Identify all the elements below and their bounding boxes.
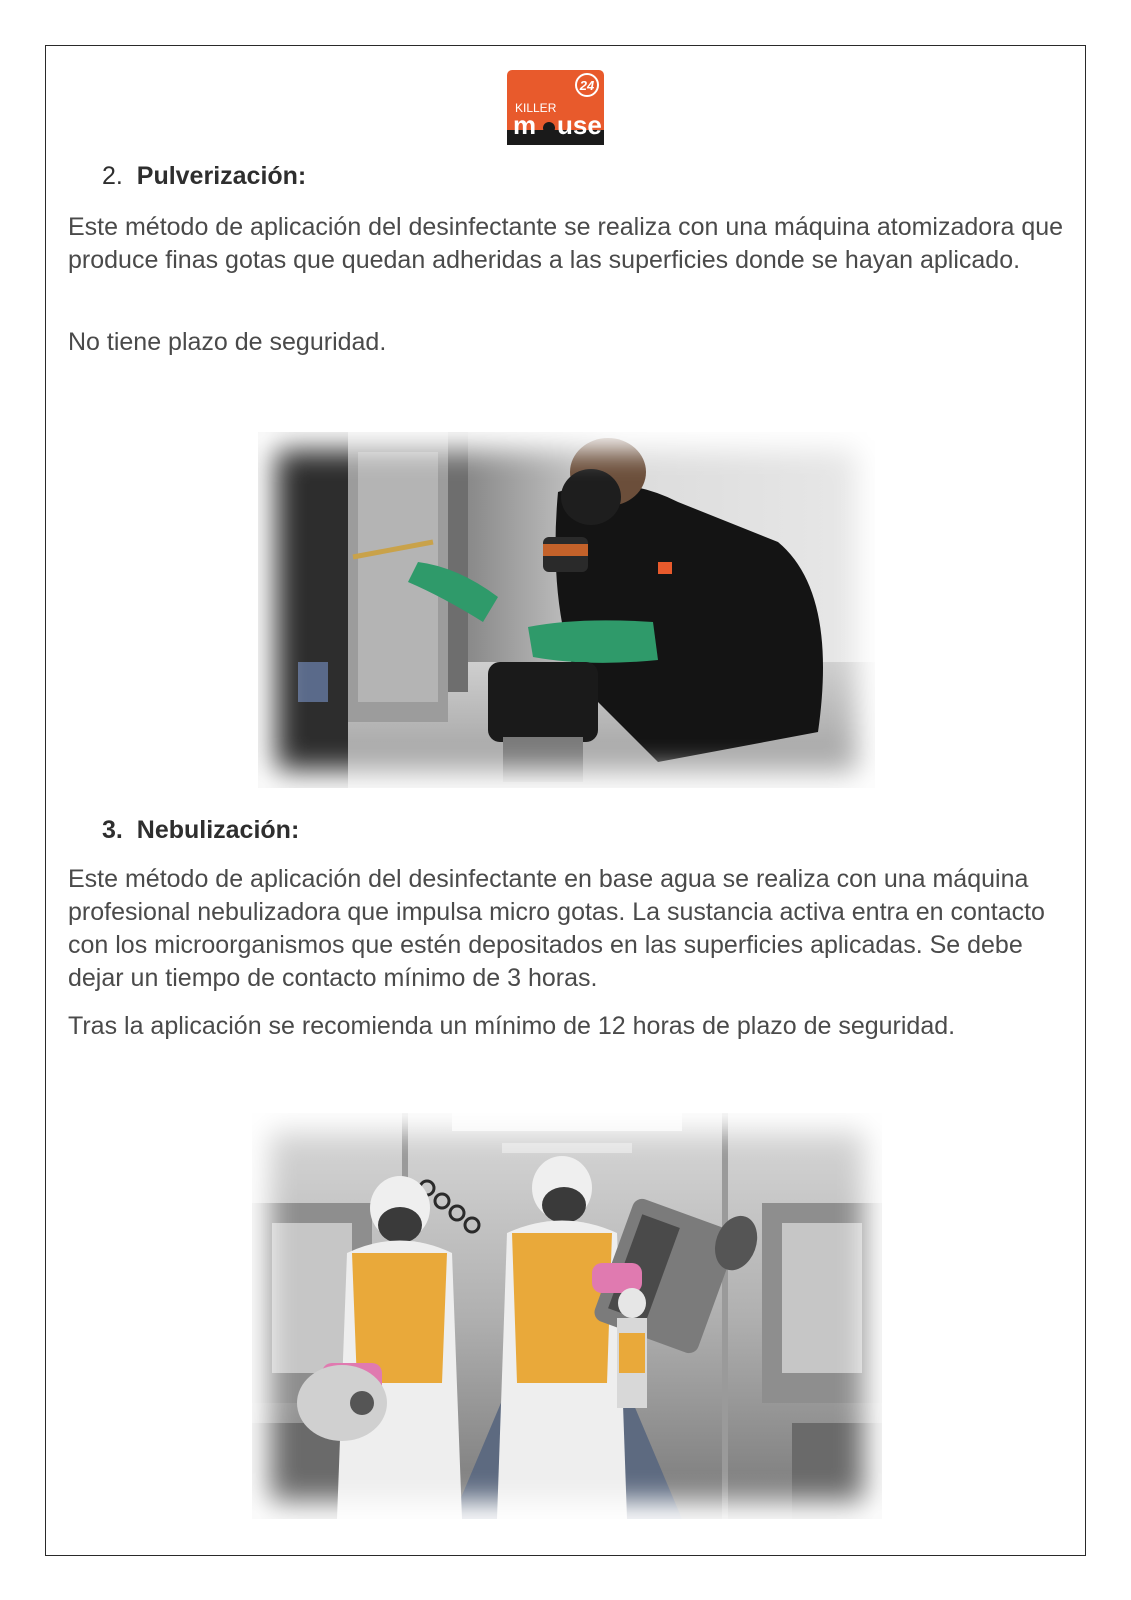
section-2-title: Pulverización: [136, 162, 307, 190]
svg-text:use: use [557, 110, 602, 140]
killer-mouse-logo [507, 70, 604, 145]
section-3-paragraph-1: Este método de aplicación del desinfectante en base agua se realiza con una máquina profesional nebulizadora que impulsa micro gotas. La sustancia activa entra en contacto con los microorganismos que estén depositados en las superficies aplicadas. Se debe dejar un tiempo de contacto mínimo de 3 horas. [68, 865, 1045, 992]
section-3-title: Nebulización: [136, 816, 300, 844]
section-3-heading [102, 816, 299, 845]
svg-text:m: m [513, 110, 537, 140]
svg-text:KILLER: KILLER [515, 101, 557, 115]
section-2-paragraph-1: Este método de aplicación del desinfectante se realiza con una máquina atomizadora que produce finas gotas que quedan adheridas a las superficies donde se hayan aplicado. [68, 213, 1064, 274]
section-2-number: 2. [102, 162, 123, 190]
section-3-paragraph-2: Tras la aplicación se recomienda un mínimo de 12 horas de plazo de seguridad. [68, 1012, 956, 1040]
svg-text:24: 24 [579, 78, 595, 93]
worker-spraying-photo [258, 432, 875, 788]
section-3-number: 3. [102, 816, 123, 844]
section-2-paragraph-2: No tiene plazo de seguridad. [68, 328, 387, 356]
workers-fogging-train-photo [252, 1113, 882, 1519]
section-2-heading [102, 162, 306, 191]
